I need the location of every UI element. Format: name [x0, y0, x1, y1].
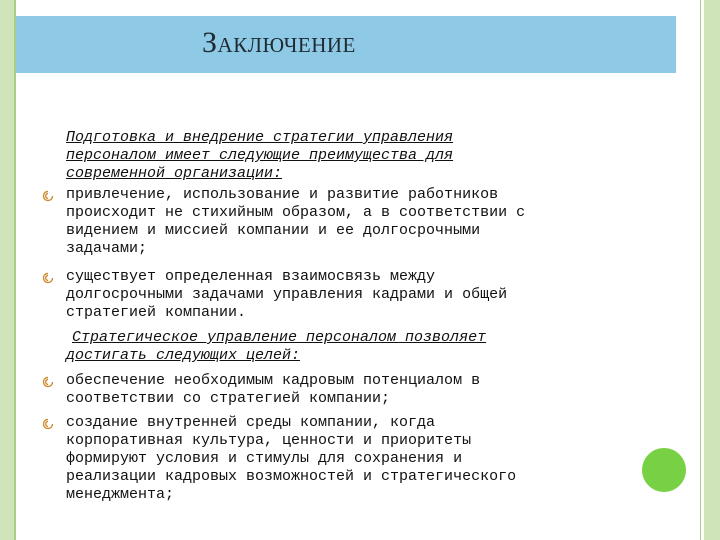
bullet-line: существует определенная взаимосвязь между	[66, 268, 436, 285]
subhead-line: Стратегическое управление персоналом позволяет	[72, 329, 487, 346]
bullet-line: видением и миссией компании и ее долгосрочными	[66, 222, 481, 239]
bullet-line: менеджмента;	[66, 486, 175, 503]
slide-title: Заключение	[202, 26, 356, 59]
bullet-line: долгосрочными задачами управления кадрами и общей	[66, 286, 508, 303]
intro-line: современной организации:	[66, 165, 283, 182]
bullet-line: обеспечение необходимым кадровым потенциалом в	[66, 372, 481, 389]
green-circle-icon	[642, 448, 686, 492]
bullet-line: привлечение, использование и развитие работников	[66, 186, 499, 203]
bullet-line: происходит не стихийным образом, а в соответствии с	[66, 204, 526, 221]
bullet-icon	[42, 418, 54, 430]
intro-line: персоналом имеет следующие преимущества для	[66, 147, 454, 164]
bullet-line: реализации кадровых возможностей и стратегического	[66, 468, 517, 485]
intro-line: Подготовка и внедрение стратегии управления	[66, 129, 454, 146]
subhead-line: достигать следующих целей:	[66, 347, 301, 364]
bullet-line: создание внутренней среды компании, когда	[66, 414, 436, 431]
bullet-icon	[42, 376, 54, 388]
bullet-line: корпоративная культура, ценности и приоритеты	[66, 432, 472, 449]
bullet-line: соответствии со стратегией компании;	[66, 390, 391, 407]
bullet-icon	[42, 190, 54, 202]
bullet-line: стратегией компании.	[66, 304, 247, 321]
bullet-line: формируют условия и стимулы для сохранения и	[66, 450, 463, 467]
bullet-icon	[42, 272, 54, 284]
bullet-line: задачами;	[66, 240, 148, 257]
